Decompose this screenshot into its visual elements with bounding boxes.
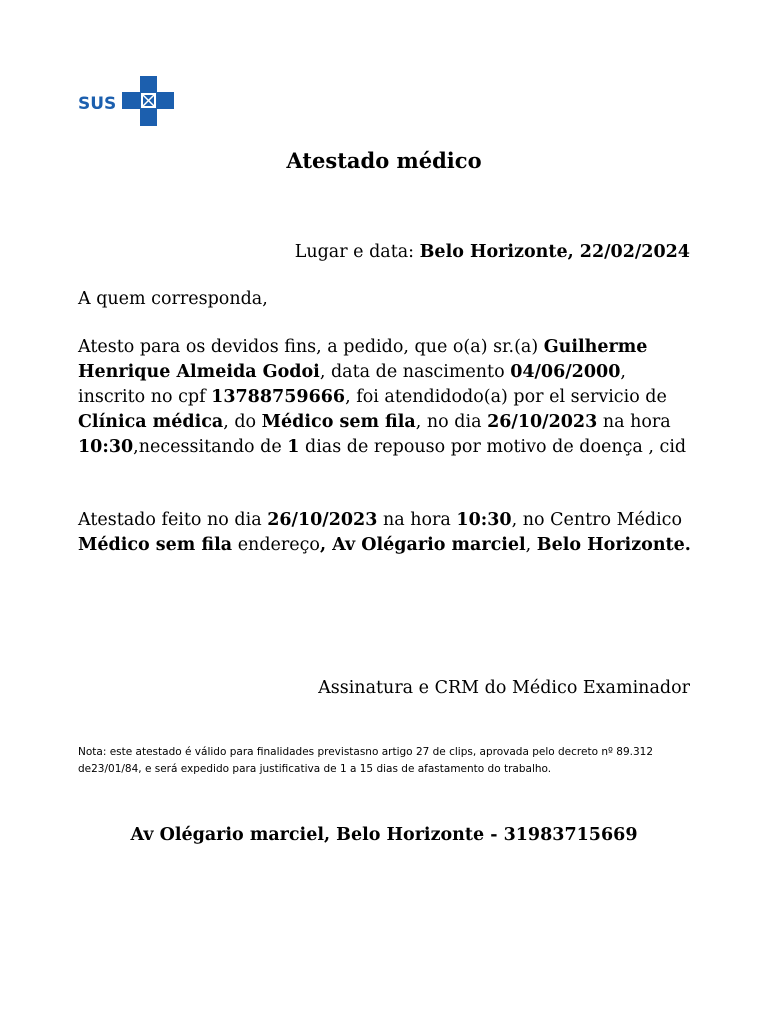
center-name: Médico sem fila [261, 412, 416, 432]
patient-name: Guilherme Henrique Almeida Godoi [78, 337, 648, 382]
rest-days: 1 [287, 437, 300, 457]
body-text: , data de nascimento [319, 362, 511, 382]
center-address: , Av Olégario marciel [319, 535, 526, 555]
body-text: ,necessitando de [133, 437, 288, 457]
body-text: na hora [597, 412, 671, 432]
body-text: Atesto para os devidos fins, a pedido, que o(a) sr.(a) [78, 337, 544, 357]
issuance-details [78, 508, 692, 558]
cross-icon [122, 76, 174, 126]
document-title: Atestado médico [286, 148, 482, 173]
cpf-number: 13788759666 [211, 387, 346, 407]
body-text: , [525, 535, 537, 555]
legal-note: Nota: este atestado é válido para finalidades previstasno artigo 27 de clips, aprovada pelo decreto nº 89.312 de23/01/84, e será expedido para justificativa de 1 a 15 dias de afastamento do trabalho. [78, 746, 654, 775]
body-text: , no Centro Médico [511, 510, 682, 530]
body-text: , no dia [415, 412, 488, 432]
body-text: dias de repouso por motivo de doença , cid [299, 437, 687, 457]
body-text: , foi atendidodo(a) por el servicio de [345, 387, 667, 407]
body-text: , do [223, 412, 262, 432]
place-date-value: Belo Horizonte, 22/02/2024 [419, 242, 690, 262]
visit-time: 10:30 [78, 437, 134, 457]
signature-line: Assinatura e CRM do Médico Examinador [318, 678, 690, 698]
body-text: Atestado feito no dia [78, 510, 268, 530]
center-city: Belo Horizonte. [536, 535, 691, 555]
body-text: endereço [232, 535, 320, 555]
visit-date: 26/10/2023 [487, 412, 598, 432]
body-text: , inscrito no cpf [78, 362, 626, 407]
certificate-body [78, 335, 692, 460]
sus-logo-text: SUS [78, 94, 117, 114]
footer-address: Av Olégario marciel, Belo Horizonte - 31983715669 [130, 825, 638, 845]
body-text: na hora [377, 510, 457, 530]
place-date-label: Lugar e data: [294, 242, 420, 262]
center-name: Médico sem fila [78, 535, 233, 555]
place-and-date [295, 240, 690, 265]
issue-date: 26/10/2023 [267, 510, 378, 530]
greeting: A quem corresponda, [78, 289, 268, 309]
sus-logo [78, 76, 178, 128]
birth-date: 04/06/2000 [510, 362, 621, 382]
issue-time: 10:30 [456, 510, 512, 530]
service-name: Clínica médica [78, 412, 224, 432]
